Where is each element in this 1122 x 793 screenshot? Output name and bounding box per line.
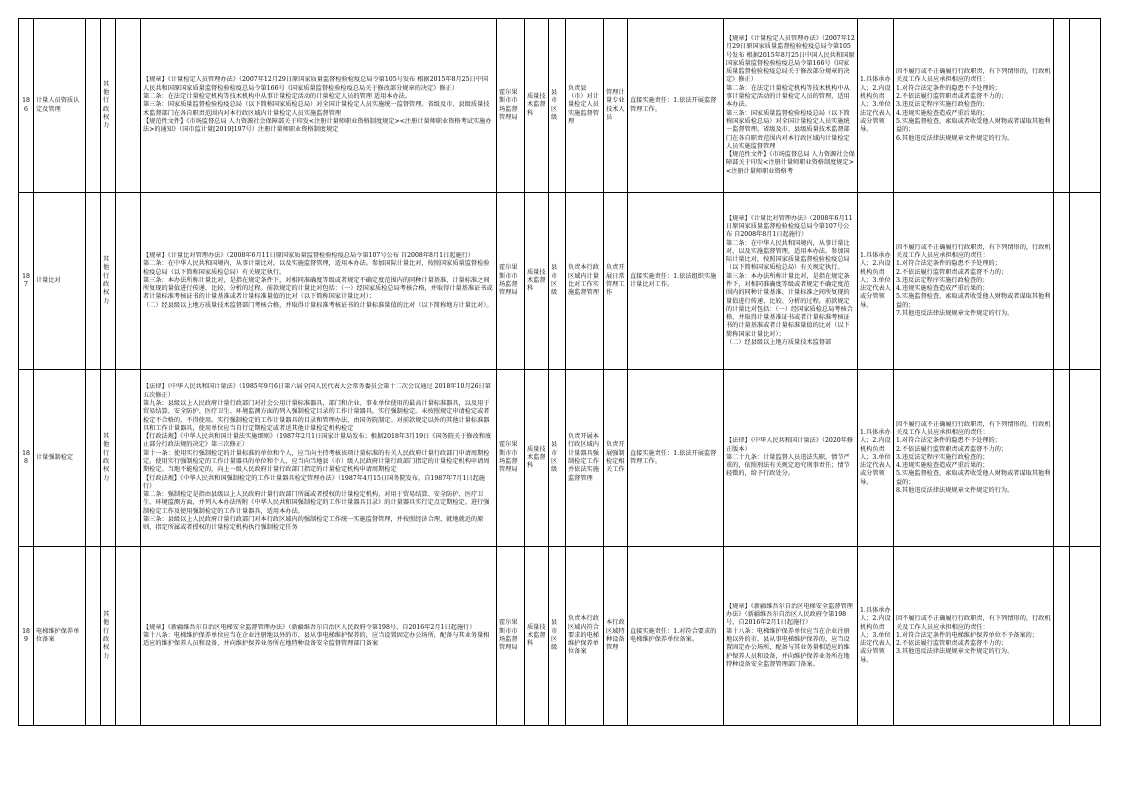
blank-cell — [1054, 193, 1070, 370]
legal-basis-paragraph: （二）经县级以上地方质量技术监督部门考核合格，并取得计量标准考核证书的计量标准量值的比对（以下简称地方计量比对）。 — [143, 301, 493, 309]
legal-basis-paragraph: 第三条：本办法所称计量比对，是指在规定条件下，对相同准确度等级或者规定不确定度范围内的同种计量基准、计量标准之间所复现的量值进行传递、比较、分析的过程。前款规定的计量比对包括：（一）经国家质检总局考核合格，并取得计量基准证书或者计量标准考核证书的计量基准或者计量标准量值的比对（以下简称国家计量比对）； — [143, 276, 493, 301]
item-name: 电梯维护保养单位备案 — [34, 547, 86, 726]
admin-level: 县市区级 — [549, 547, 566, 726]
legal-basis-paragraph: 第三条：国家质量监督检验检疫总局（以下简称国家质检总局）对全国计量检定人员实施统一监督管理。省级及市、县级质量技术监督部门在各自职责范围内对本行政区域内计量检定人员实施监督管理 — [143, 101, 490, 117]
responsibility-items: 直接实施责任：1.依法组织实施计量比对工作。 — [628, 193, 724, 370]
accountability-cases-content — [896, 68, 1051, 143]
accountability-cases-paragraph: 8.其他违反法律法规规章文件规定的行为。 — [896, 487, 1014, 495]
liability-basis-paragraph: 【规范性文件】《市场监督总局 人力资源社会保障部关于印发<注册计量师职业资格制度规定><注册计量师职业资格考 — [726, 151, 855, 175]
liability-basis-paragraph: 第三条：国家质量监督检验检疫总局（以下简称国家质检总局）对全国计量检定人员实施统一监督管理。省级及市、县级质量技术监督部门在各自职责范围内对本行政区域内计量检定人员实施监督管理 — [726, 109, 850, 150]
liability-basis-paragraph: 【规章】《计量比对管理办法》（2008年6月11日原国家质量监督检验检疫总局令第107号公布 自2008年8月1日起施行） — [726, 214, 853, 239]
accountability-cases-paragraph: 1.对符合法定条件的隐患不予处理的； — [896, 437, 1001, 445]
responsible-persons: 1.具体承办人；2.内设机构负责人；3.单位法定代表人或分管领导。 — [858, 547, 894, 726]
liability-basis — [724, 370, 858, 547]
liability-basis-paragraph: 第三条：本办法所称计量比对，是指在规定条件下，对相同准确度等级或者规定不确定度范围内的同种计量基准、计量标准之间所复现的量值进行传递、比较、分析的过程。前款规定的计量比对包括：（一）经国家质检总局考核合格，并取得计量基准证书或者计量标准考核证书的计量基准或者计量标准量值的比对（以下简称国家计量比对）； — [726, 272, 853, 338]
admin-level: 县市区级 — [549, 193, 566, 370]
blank-cell — [1070, 370, 1101, 547]
liability-basis-content — [726, 215, 855, 348]
liability-basis-paragraph: 第二条：在法定计量检定机构等技术机构中从事计量检定活动的计量检定人员的管理，适用本办法。 — [726, 84, 850, 109]
legal-basis-paragraph: 【规章】《计量检定人员管理办法》（2007年12月29日原国家质量监督检验检疫总局令第105号发布 根据2015年8月25日中国人民共和国原国家质量监督检验检疫总局令第166号《国家质量监督检验检疫总局关于修改部分规章的决定》修正） — [143, 76, 489, 92]
table-row — [19, 370, 1101, 547]
table-row — [19, 547, 1101, 726]
legal-basis-paragraph: 第二条：强制检定是指由县级以上人民政府计量行政部门所属或者授权的计量检定机构，对用于贸易结算、安全防护、医疗卫生、环境监测方面，并列入本办法所附《中华人民共和国强制检定的工作计量器具目录》的计量器具实行定点定期检定。进行强制检定工作及使用强制检定的工作计量器具，适用本办法。 — [143, 491, 490, 515]
section-duty: 管理计量专业技术人员 — [604, 19, 628, 193]
legal-basis-paragraph: 第十一条：使用实行强制检定的计量标准的单位和个人，应当向主持考核该项计量标准的有关人民政府计量行政部门申请周期检定。使用实行强制检定的工作计量器具的单位和个人，应当向当地县（市）级人民政府计量行政部门指定的计量检定机构申请周期检定。当地不能检定的，向上一级人民政府计量行政部门指定的计量检定机构申请周期检定 — [143, 449, 490, 474]
power-type: 其他行政权力 — [101, 547, 116, 726]
responsibility-scope: 负责县（市）对计量检定人员实施监督管理 — [566, 19, 604, 193]
responsible-section: 质量技术监督科 — [525, 193, 549, 370]
liability-basis-paragraph: 第十八条：电梯维护保养单位应当在企业注册地以外的市、县从事电梯维护保养的，应当设置固定办公场所，配备与其业务量相适应的维护保养人员和设备，并向维护保养业务所在地特种设备安全监督管理部门备案。 — [726, 627, 850, 668]
liability-basis — [724, 547, 858, 726]
legal-basis-content — [143, 624, 494, 649]
accountability-cases-paragraph: 1.对符合法定条件的隐患不予处理的； — [896, 84, 1001, 92]
blank-cell — [1054, 547, 1070, 726]
responsibility-scope: 负责开展本行政区域内计量器具强制检定工作并依法实施监督管理 — [566, 370, 604, 547]
legal-basis-paragraph: 第二条：在法定计量检定机构等技术机构中从事计量检定活动的计量检定人员的管理 适用本办法。 — [143, 93, 412, 101]
accountability-cases-paragraph: 6.其他违反法律法规规章文件规定的行为。 — [896, 134, 1014, 142]
item-name: 计量强制检定 — [34, 370, 86, 547]
liability-basis-paragraph: （二）经县级以上地方质量技术监督部 — [726, 339, 832, 347]
accountability-cases-paragraph: 5.实施监督检查，索取或者收受他人财物或者谋取其他利益的； — [896, 293, 1051, 309]
accountability-cases — [894, 19, 1054, 193]
accountability-cases-paragraph: 2.不依法履行监管职责或者监督不力的； — [896, 93, 1008, 101]
legal-basis-paragraph: 【规章】《新疆维吾尔自治区电梯安全监督管理办法》（新疆维吾尔自治区人民政府令第198号，自2016年2月1日起施行） — [143, 623, 476, 631]
power-type: 其他行政权力 — [101, 193, 116, 370]
liability-basis-paragraph: 第二条：在中华人民共和国境内，从事计量比对，以及实施监督管理，适用本办法。参加国际计量比对，按照国家质量监督检验检疫总局（以下简称国家质检总局）有关规定执行。 — [726, 239, 850, 272]
accountability-cases-paragraph: 4.违规实施检查造成严重后果的； — [896, 462, 989, 470]
legal-basis — [141, 19, 497, 193]
accountability-cases-paragraph: 2.不依法履行监管职责或者监督不力的； — [896, 268, 1008, 276]
legal-basis-content — [143, 383, 494, 532]
blank-cell — [86, 19, 101, 193]
blank-cell — [1070, 547, 1101, 726]
liability-basis-paragraph: 第二十九条：计量监督人员违法失职，情节严重的，依照刑法有关规定追究刑事责任；情节轻微的，给予行政处分。 — [726, 453, 850, 478]
legal-basis-content — [143, 76, 494, 134]
blank-cell — [116, 193, 141, 370]
accountability-cases-paragraph: 因不履行或不正确履行行政职责，有下列情形的，行政机关及工作人员应承担相应的责任： — [896, 420, 1051, 436]
implementing-department: 霍尔果斯市市场监督管理局 — [497, 370, 525, 547]
responsibility-scope: 负责本行政区域内符合要求的电梯维护保养单位备案 — [566, 547, 604, 726]
legal-basis-paragraph: 第九条：县级以上人民政府计量行政部门对社会公用计量标准器具，部门和企业、事业单位使用的最高计量标准器具，以及用于贸易结算、安全防护、医疗卫生、环境监测方面的列入强制检定目录的工作计量器具，实行强制检定。未按照规定申请检定或者检定不合格的，不得使用。实行强制检定的工作计量器具的目录和管理办法，由国务院制定。对前款规定以外的其他计量标准器具和工作计量器具，使用单位应当自行定期检定或者送其他计量检定机构检定 — [143, 399, 490, 432]
responsible-persons: 1.具体承办人；2.内设机构负责人；3.单位法定代表人或分管领导。 — [858, 193, 894, 370]
liability-basis-paragraph: 【规章】《计量检定人员管理办法》（2007年12月29日原国家质量监督检验检疫总局令第105号发布 根据2015年8月25日中国人民共和国原国家质量监督检验检疫总局令第166号《国家质量监督检验检疫总局关于修改部分规章的决定》修正） — [726, 34, 855, 84]
accountability-cases-paragraph: 7.其他违反法律法规规章文件规定的行为。 — [896, 310, 1014, 318]
row-number: 189 — [19, 547, 34, 726]
legal-basis — [141, 370, 497, 547]
responsibility-items: 直接实施责任：1.对符合要求的电梯维护保养单位备案。 — [628, 547, 724, 726]
legal-basis — [141, 193, 497, 370]
liability-basis-content — [726, 437, 855, 478]
accountability-cases — [894, 193, 1054, 370]
accountability-cases-paragraph: 5.实施监督检查，索取或者收受他人财物或者谋取其他利益的； — [896, 470, 1051, 486]
legal-basis-paragraph: 第十八条：电梯维护保养单位应当在企业注册地以外的市、县从事电梯维护保养的，应当设置固定办公场所，配备与其业务量相适应的维护保养人员和设备，并向维护保养业务所在地特种设备安全监督管理部门备案 — [143, 631, 490, 648]
legal-basis-paragraph: 【规章】《计量比对管理办法》（2008年6月11日原国家质量监督检验检疫总局令第107号公布 自2008年8月1日起施行） — [143, 251, 475, 259]
implementing-department: 霍尔果斯市市场监督管理局 — [497, 19, 525, 193]
accountability-cases-paragraph: 因不履行或不正确履行行政职责，有下列情形的，行政机关及工作人员应承担相应的责任： — [896, 68, 1051, 84]
responsibility-scope: 负责本行政区域内计量比对工作实施监督管理 — [566, 193, 604, 370]
responsibility-table — [18, 18, 1101, 726]
legal-basis-paragraph: 【规范性文件】《市场监督总局 人力资源社会保障部关于印发<注册计量师职业资格制度规定><注册计量师职业资格考试实施办法>的通知》（国市监计量[2019]197号）注册计量师职业资格制度规定 — [143, 117, 492, 134]
responsibility-items: 直接实施责任：1.依法开展监督管理工作。 — [628, 19, 724, 193]
liability-basis-content — [726, 603, 855, 669]
liability-basis-content — [726, 35, 855, 176]
accountability-cases-paragraph: 4.违规实施检查造成严重后果的； — [896, 109, 989, 117]
accountability-cases-paragraph: 5.实施监督检查，索取或者收受他人财物或者谋取其他利益的； — [896, 117, 1051, 134]
blank-cell — [1070, 193, 1101, 370]
admin-level: 县市区级 — [549, 19, 566, 193]
accountability-cases-paragraph: 1.对符合法定条件的隐患不予处理的； — [896, 260, 1001, 268]
legal-basis-paragraph: 【法律】《中华人民共和国计量法》（1985年9月6日第六届全国人民代表大会常务委员会第十二次会议通过 2018年10月26日第五次修正） — [143, 383, 491, 399]
section-duty: 负责开展日常管理工作 — [604, 193, 628, 370]
liability-basis — [724, 19, 858, 193]
legal-basis-paragraph: 【行政法规】《中华人民共和国计量法实施细则》（1987年2月1日国家计量局发布；根据2018年3月19日《国务院关于修改和废止部分行政法规的决定》第三次修正） — [143, 433, 492, 449]
liability-basis-paragraph: 【法律】《中华人民共和国计量法》（2020年修正版本） — [726, 437, 854, 453]
legal-basis — [141, 547, 497, 726]
accountability-cases — [894, 370, 1054, 547]
accountability-cases-paragraph: 因不履行或不正确履行行政职责，有下列情形的，行政机关及工作人员应承担相应的责任： — [896, 615, 1051, 631]
responsible-persons: 1.具体承办人；2.内设机构负责人；3.单位法定代表人或分管领导。 — [858, 19, 894, 193]
accountability-cases-paragraph: 2.不依法履行监管职责或者监督不力的； — [896, 445, 1008, 453]
row-number: 187 — [19, 193, 34, 370]
blank-cell — [116, 19, 141, 193]
implementing-department: 霍尔果斯市市场监督管理局 — [497, 193, 525, 370]
accountability-cases-content — [896, 244, 1051, 319]
accountability-cases-paragraph: 3.违反法定程序实施行政检查的； — [896, 276, 989, 284]
section-duty: 负责开展强制检定相关工作 — [604, 370, 628, 547]
responsibility-items: 直接实施责任：1.依法开展监督管理工作。 — [628, 370, 724, 547]
accountability-cases-paragraph: 3.其他违反法律法规规章文件规定的行为。 — [896, 648, 1014, 656]
legal-basis-paragraph: 第三条：县级以上人民政府计量行政部门对本行政区域内的强制检定工作统一实施监督管理，并按照经济合理、就地就近的原则，指定所属或者授权的计量检定机构执行强制检定任务 — [143, 516, 484, 532]
table-row — [19, 193, 1101, 370]
blank-cell — [1054, 19, 1070, 193]
blank-cell — [86, 547, 101, 726]
accountability-cases-content — [896, 421, 1051, 496]
blank-cell — [86, 370, 101, 547]
responsible-section: 质量技术监督科 — [525, 370, 549, 547]
blank-cell — [86, 193, 101, 370]
responsible-section: 质量技术监督科 — [525, 547, 549, 726]
admin-level: 县市区级 — [549, 370, 566, 547]
power-type: 其他行政权力 — [101, 370, 116, 547]
table-row — [19, 19, 1101, 193]
liability-basis — [724, 193, 858, 370]
section-duty: 本行政区域特种设备管理 — [604, 547, 628, 726]
table-body — [19, 19, 1101, 726]
item-name: 计量人员资质认定及管理 — [34, 19, 86, 193]
accountability-cases-paragraph: 4.违规实施检查造成严重后果的； — [896, 285, 989, 293]
row-number: 188 — [19, 370, 34, 547]
blank-cell — [1054, 370, 1070, 547]
legal-basis-paragraph: 第二条：在中华人民共和国境内，从事计量比对，以及实施监督管理，适用本办法。参加国际计量比对，按照国家质量监督检验检疫总局（以下简称国家质检总局）有关规定执行。 — [143, 260, 490, 276]
accountability-cases-content — [896, 615, 1051, 656]
power-type: 其他行政权力 — [101, 19, 116, 193]
accountability-cases-paragraph: 2.不依法履行监管职责或者监督不力的； — [896, 640, 1008, 648]
accountability-cases-paragraph: 3.违反法定程序实施行政检查的； — [896, 453, 989, 461]
row-number: 186 — [19, 19, 34, 193]
liability-basis-paragraph: 【规章】《新疆维吾尔自治区电梯安全监督管理办法》（新疆维吾尔自治区人民政府令第198号，自2016年2月1日起施行） — [726, 602, 853, 627]
blank-cell — [1070, 19, 1101, 193]
accountability-cases-paragraph: 3.违反法定程序实施行政检查的； — [896, 101, 989, 109]
blank-cell — [116, 547, 141, 726]
item-name: 计量比对 — [34, 193, 86, 370]
accountability-cases-paragraph: 因不履行或不正确履行行政职责，有下列情形的，行政机关及工作人员应承担相应的责任： — [896, 243, 1051, 259]
responsible-persons: 1.具体承办人；2.内设机构负责人；3.单位法定代表人或分管领导。 — [858, 370, 894, 547]
implementing-department: 霍尔果斯市市场监督管理局 — [497, 547, 525, 726]
legal-basis-paragraph: 【行政法规】《中华人民共和国强制检定的工作计量器具检定管理办法》（1987年4月15日国务院发布，自1987年7月1日起施行） — [143, 474, 485, 490]
accountability-cases-paragraph: 1.对符合法定条件的电梯维护保养单位不予备案的； — [896, 631, 1039, 639]
legal-basis-content — [143, 252, 494, 310]
blank-cell — [116, 370, 141, 547]
accountability-cases — [894, 547, 1054, 726]
responsible-section: 质量技术监督科 — [525, 19, 549, 193]
